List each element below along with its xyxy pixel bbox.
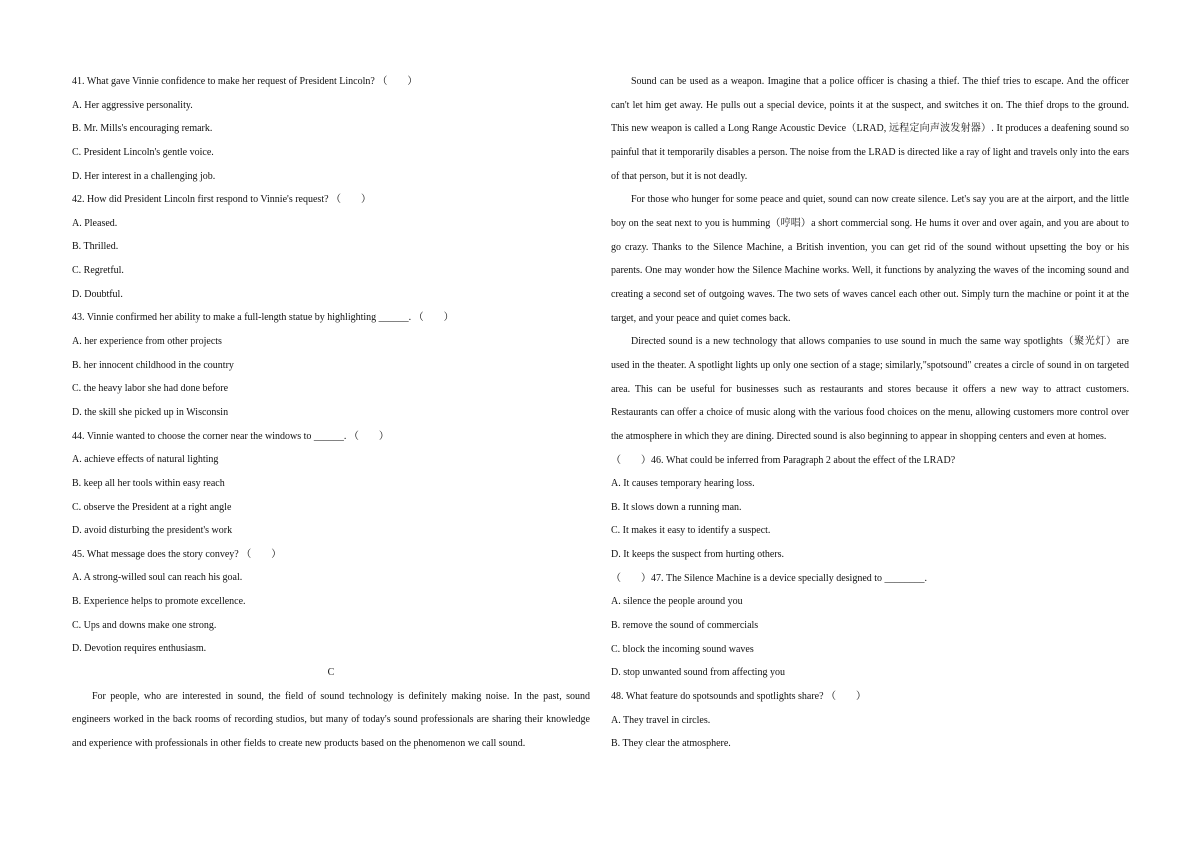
question-48: 48. What feature do spotsounds and spotlights share? （ ）: [611, 690, 867, 702]
option-47-b: B. remove the sound of commercials: [611, 619, 759, 631]
option-47-a: A. silence the people around you: [611, 596, 743, 608]
option-46-b: B. It slows down a running man.: [611, 501, 742, 513]
question-44: 44. Vinnie wanted to choose the corner near the windows to ______. （ ）: [72, 430, 389, 442]
option-46-a: A. It causes temporary hearing loss.: [611, 478, 755, 490]
option-41-d: D. Her interest in a challenging job.: [72, 170, 216, 182]
option-44-c: C. observe the President at a right angle: [72, 501, 232, 513]
question-45: 45. What message does the story convey? （ ）: [72, 548, 282, 560]
passage-intro-paragraph: For people, who are interested in sound, the field of sound technology is definitely making noise. In the past, sound engineers worked in the back rooms of recording studios, but many of today's sound professionals are sharing their knowledge and experience with professionals in other fields to create new products based on the phenomenon we call sound.: [72, 690, 590, 749]
passage-paragraph-silence: For those who hunger for some peace and quiet, sound can now create silence. Let's say you are at the airport, and the little boy on the seat next to you is humming（哼唱）a short commercial song. He hums it over and over again, and you are about to go crazy. Thanks to the Silence Machine, a British invention, you can get rid of the sound without upsetting the boy or his parents. One may wonder how the Silence Machine works. Well, it functions by analyzing the waves of the incoming sound and creating a second set of outgoing waves. The two sets of waves cancel each other out. Simply turn the machine or point it at the target, and your peace and quiet comes back.: [611, 194, 1129, 324]
passage-paragraph-directed-sound: Directed sound is a new technology that allows companies to use sound in much the same way spotlights（聚光灯）are used in the theater. A spotlight lights up only one section of a stage; similarly,"spotsound" creates a circle of sound in on targeted area. This can be useful for businesses such as restaurants and stores because it offers a new way to attract customers. Restaurants can offer a choice of music along with the various food choices on the menu, allowing customers more control over the atmosphere in which they are dining. Directed sound is also beginning to appear in shopping centers and even at homes.: [611, 336, 1129, 442]
option-45-a: A. A strong-willed soul can reach his goal.: [72, 572, 243, 584]
question-47: （ ）47. The Silence Machine is a device specially designed to ________.: [611, 572, 928, 584]
question-42: 42. How did President Lincoln first respond to Vinnie's request? （ ）: [72, 194, 372, 206]
option-46-d: D. It keeps the suspect from hurting others.: [611, 549, 785, 561]
option-41-c: C. President Lincoln's gentle voice.: [72, 146, 214, 158]
question-46: （ ）46. What could be inferred from Paragraph 2 about the effect of the LRAD?: [611, 454, 956, 466]
question-41: 41. What gave Vinnie confidence to make her request of President Lincoln? （ ）: [72, 76, 418, 87]
left-column: [72, 70, 590, 756]
option-47-c: C. block the incoming sound waves: [611, 643, 754, 655]
question-43: 43. Vinnie confirmed her ability to make a full-length statue by highlighting ______. （ ）: [72, 312, 454, 324]
option-42-c: C. Regretful.: [72, 265, 124, 277]
option-43-c: C. the heavy labor she had done before: [72, 383, 229, 395]
option-42-b: B. Thrilled.: [72, 241, 119, 253]
option-47-d: D. stop unwanted sound from affecting you: [611, 667, 785, 679]
option-46-c: C. It makes it easy to identify a suspect.: [611, 525, 771, 537]
option-45-c: C. Ups and downs make one strong.: [72, 619, 217, 631]
right-column: [611, 70, 1129, 756]
option-41-b: B. Mr. Mills's encouraging remark.: [72, 123, 213, 135]
option-42-a: A. Pleased.: [72, 217, 118, 229]
option-48-a: A. They travel in circles.: [611, 714, 711, 726]
option-43-b: B. her innocent childhood in the country: [72, 359, 234, 371]
option-45-b: B. Experience helps to promote excellence.: [72, 596, 246, 608]
option-43-a: A. her experience from other projects: [72, 336, 222, 348]
option-43-d: D. the skill she picked up in Wisconsin: [72, 406, 229, 418]
option-44-d: D. avoid disturbing the president's work: [72, 525, 233, 537]
section-heading: C: [327, 667, 335, 679]
option-48-b: B. They clear the atmosphere.: [611, 738, 731, 750]
option-44-a: A. achieve effects of natural lighting: [72, 454, 219, 466]
option-45-d: D. Devotion requires enthusiasm.: [72, 643, 207, 655]
option-44-b: B. keep all her tools within easy reach: [72, 477, 225, 489]
option-41-a: A. Her aggressive personality.: [72, 99, 193, 111]
passage-paragraph-weapon: Sound can be used as a weapon. Imagine that a police officer is chasing a thief. The thief tries to escape. And the officer can't let him get away. He pulls out a special device, points it at the suspect, and switches it on. The thief drops to the ground. This new weapon is called a Long Range Acoustic Device（LRAD, 远程定向声波发射器）. It produces a deafening sound so painful that it temporarily disables a person. The noise from the LRAD is directed like a ray of light and travels only into the ears of that person, but it is not deadly.: [611, 76, 1129, 182]
option-42-d: D. Doubtful.: [72, 288, 123, 300]
